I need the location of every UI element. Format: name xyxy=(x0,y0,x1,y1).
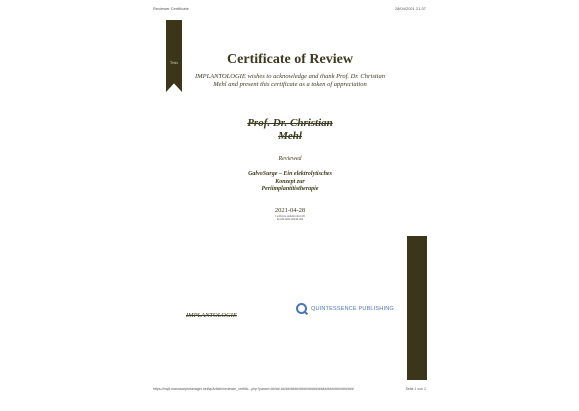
publisher-logo xyxy=(296,303,394,314)
certificate-date: 2021-04-28 xyxy=(274,207,306,214)
article-title-line-2: Konzept zur xyxy=(275,178,305,185)
ribbon-label: Tests xyxy=(169,60,179,65)
authentication-fineprint xyxy=(262,215,318,221)
recipient-name xyxy=(230,117,350,143)
reviewed-label: Reviewed xyxy=(278,156,302,162)
fineprint-line-2: ##-###-####-###/##-### xyxy=(276,218,304,222)
recipient-name-line-2: Mehl xyxy=(278,130,302,142)
article-title-line-3: Periimplantitistherapie xyxy=(261,186,319,193)
recipient-name-line-1: Prof. Dr. Christian xyxy=(247,117,333,129)
fineprint-line-1: Certificate authentication ID xyxy=(275,215,305,218)
print-footer-url: https://mqit.manuscriptmanager.net/iq/Article/reviewer_certific...php?param=##/##.##/##/####/####/#####/####/###/###/###/### xyxy=(153,387,354,391)
article-title xyxy=(225,171,355,194)
issuer-signature: IMPLANTOLOGIE xyxy=(186,312,237,319)
print-header-timestamp: 28/04/2021 21:37 xyxy=(394,6,426,11)
article-title-line-1: GalvoSurge – Ein elektrolytisches xyxy=(248,171,332,177)
certificate-title: Certificate of Review xyxy=(227,52,353,67)
decorative-corner-bar xyxy=(407,236,427,380)
print-footer-page: Seite 1 von 1 xyxy=(405,387,426,391)
certificate-intro: IMPLANTOLOGIE wishes to acknowledge and thank Prof. Dr. Christian Mehl and present this certificate as a token of appreciation xyxy=(195,73,385,88)
publisher-logo-text: QUINTESSENCE PUBLISHING xyxy=(311,305,394,312)
print-header-title: Reviewer Certificate xyxy=(153,6,189,11)
quintessence-q-icon xyxy=(296,303,307,314)
certificate-ribbon xyxy=(166,20,182,92)
